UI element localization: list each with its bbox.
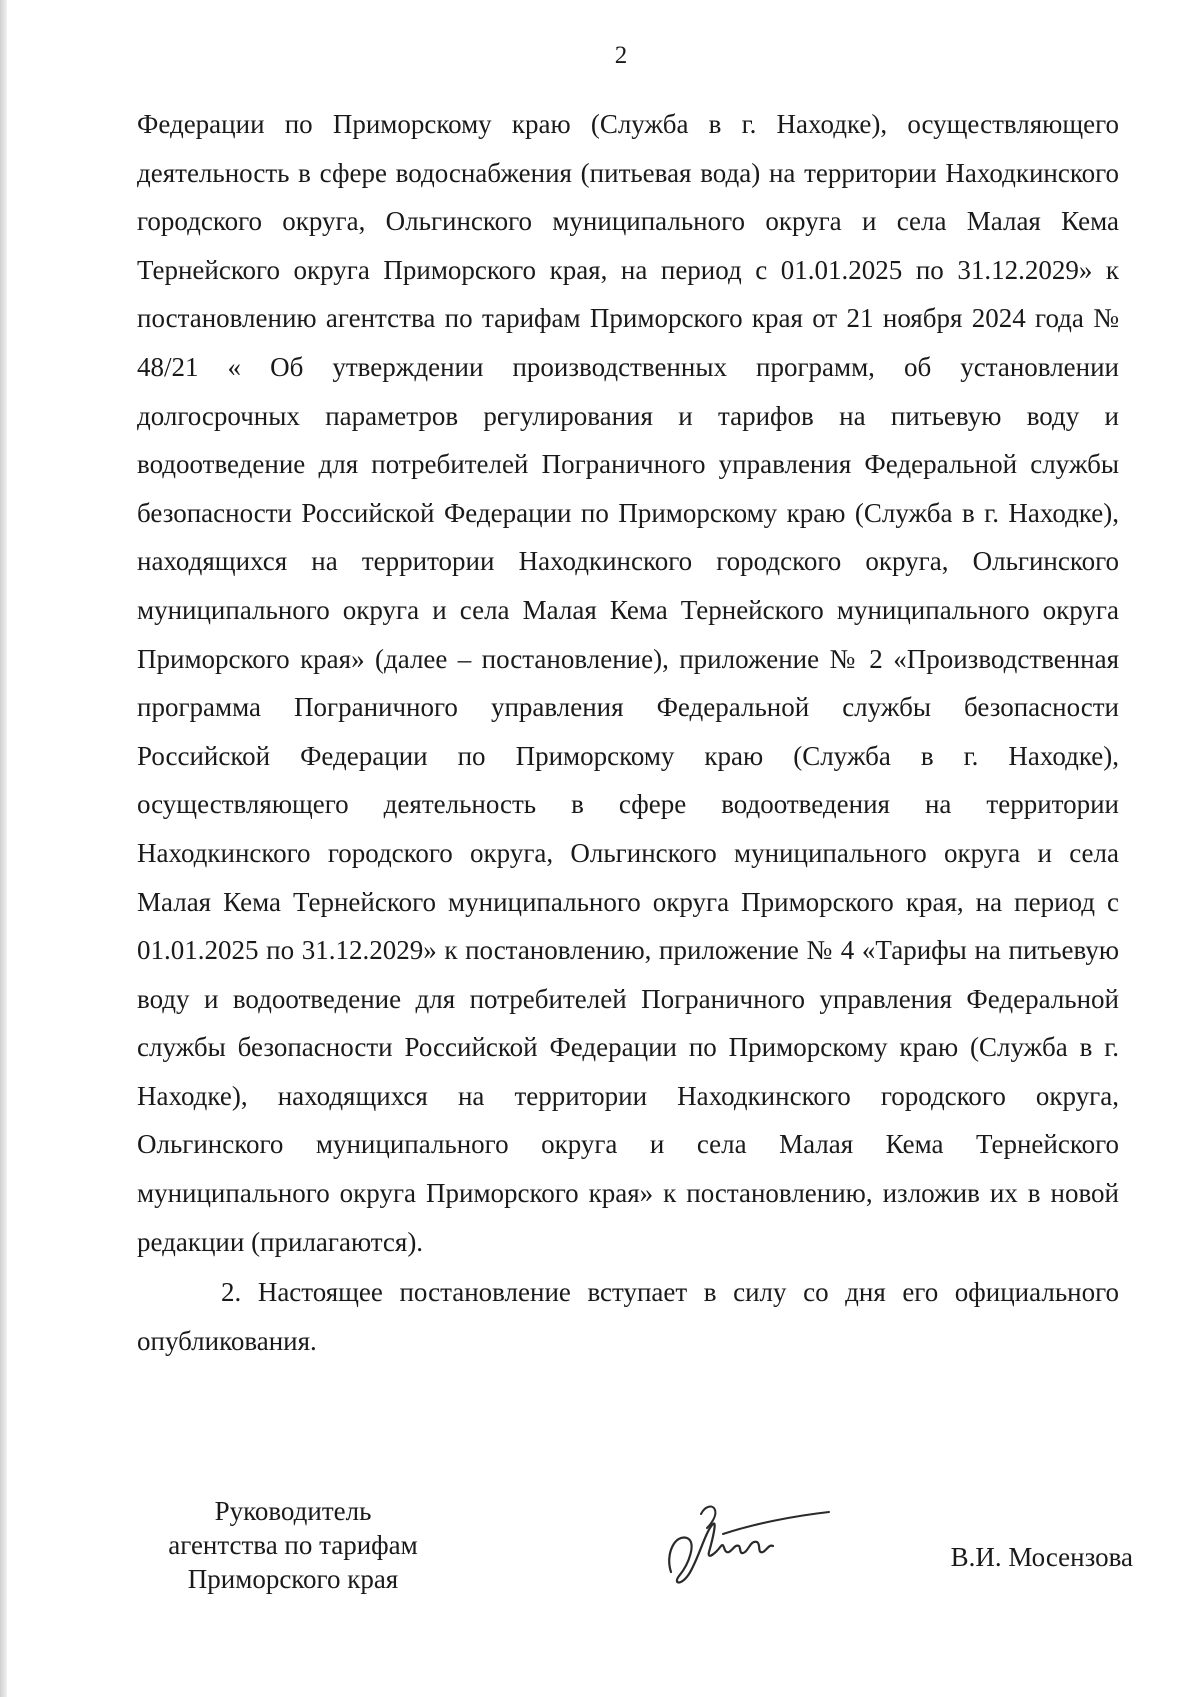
page-number: 2 — [614, 42, 628, 69]
handwritten-signature — [653, 1494, 833, 1594]
signatory-title — [143, 1494, 443, 1596]
scan-edge-shadow — [0, 0, 7, 1697]
signatory-name: В.И. Мосензова — [950, 1542, 1133, 1572]
paragraph-continuation: Федерации по Приморскому краю (Служба в г. Находке), осуществляющего деятельность в сфере водоснабжения (питьевая вода) на территории Находкинского городского округа, Ольгинского муниципального округа и села Малая Кема Тернейского округа Приморского края, на период с 01.01.2025 по 31.12.2029» к постановлению агентства по тарифам Приморского края от 21 ноября 2024 года № 48/21 « Об утверждении производственных программ, об установлении долгосрочных параметров регулирования и тарифов на питьевую воду и водоотведение для потребителей Пограничного управления Федеральной службы безопасности Российской Федерации по Приморскому краю (Служба в г. Находке), находящихся на территории Находкинского городского округа, Ольгинского муниципального округа и села Малая Кема Тернейского муниципального округа Приморского края» (далее – постановление), приложение № 2 «Производственная программа Пограничного управления Федеральной службы безопасности Российской Федерации по Приморскому краю (Служба в г. Находке), осуществляющего деятельность в сфере водоотведения на территории Находкинского городского округа, Ольгинского муниципального округа и села Малая Кема Тернейского муниципального округа Приморского края, на период с 01.01.2025 по 31.12.2029» к постановлению, приложение № 4 «Тарифы на питьевую воду и водоотведение для потребителей Пограничного управления Федеральной службы безопасности Российской Федерации по Приморскому краю (Служба в г. Находке), находящихся на территории Находкинского городского округа, Ольгинского муниципального округа и села Малая Кема Тернейского муниципального округа Приморского края» к постановлению, изложив их в новой редакции (прилагаются). — [137, 109, 1119, 1257]
paragraph-item-2: 2. Настоящее постановление вступает в силу со дня его официального опубликования. — [137, 1277, 1119, 1356]
document-body — [137, 100, 1119, 1365]
signatory-title-line: агентства по тарифам — [168, 1530, 418, 1560]
signature-block — [143, 1494, 1133, 1604]
signatory-title-line: Руководитель — [214, 1496, 372, 1526]
signatory-title-line: Приморского края — [187, 1564, 399, 1594]
